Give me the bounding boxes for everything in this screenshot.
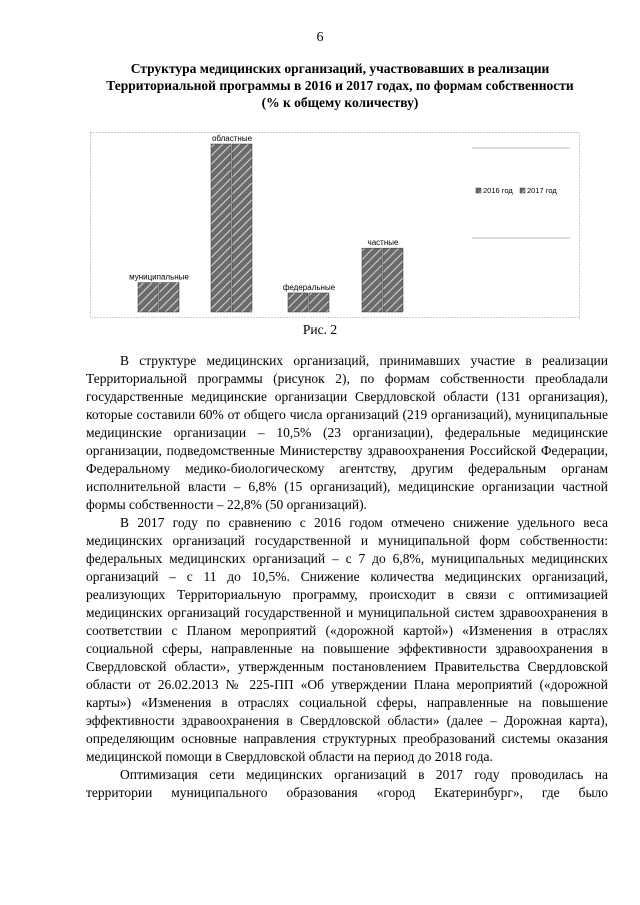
bar-частные-2016-год	[362, 248, 382, 312]
page-number: 6	[316, 30, 324, 45]
legend-label-2016-год: 2016 год	[483, 186, 513, 195]
category-label-областные: областные	[211, 134, 253, 143]
chart-title	[80, 60, 600, 111]
bar-chart	[90, 132, 580, 318]
paragraph-2: В 2017 году по сравнению с 2016 годом отмечено снижение удельного веса медицинских организаций государственной и муниципальной форм собственности: федеральных медицинских организаций – с 7 до 6,8%, муниципальных медицинских организаций – с 11 до 10,5%. Снижение количества медицинских организаций, реализующих Территориальную программу, происходит в связи с оптимизацией медицинских организаций государственной и муниципальной систем здравоохранения в соответствии с Планом мероприятий («дорожной картой») «Изменения в отраслях социальной сферы, направленные на повышение эффективности здравоохранения в Свердловской области», утвержденным постановлением Правительства Свердловской области от 26.02.2013 № 225-ПП «Об утверждении Плана мероприятий («дорожной карты») «Изменения в отраслях социальной сферы, направленные на повышение эффективности здравоохранения в Свердловской области» (далее – Дорожная карта), определяющим основные направления структурных преобразований системы оказания медицинской помощи в Свердловской области на период до 2018 года.	[86, 515, 608, 764]
bar-частные-2017-год	[383, 248, 403, 312]
legend-swatch-2016-год	[476, 188, 481, 193]
bar-муниципальные-2016-год	[138, 283, 158, 312]
body-text	[86, 352, 608, 802]
category-label-муниципальные: муниципальные	[129, 272, 189, 282]
legend-swatch-2017-год	[520, 188, 525, 193]
bar-федеральные-2017-год	[309, 293, 329, 312]
paragraph-3: Оптимизация сети медицинских организаций в 2017 году проводилась на территории муниципального образования «город Екатеринбург», где было	[86, 767, 608, 800]
bar-муниципальные-2017-год	[159, 283, 179, 312]
category-label-частные: частные	[367, 238, 399, 248]
bar-областные-2017-год	[232, 144, 252, 312]
legend-label-2017-год: 2017 год	[527, 186, 557, 195]
figure-caption: Рис. 2	[302, 322, 338, 337]
chart-title-line-2: Территориальной программы в 2016 и 2017 годах, по формам собственности	[106, 78, 574, 93]
chart-title-line-3: (% к общему количеству)	[261, 95, 419, 110]
bar-федеральные-2016-год	[288, 293, 308, 312]
chart-title-line-1: Структура медицинских организаций, участвовавших в реализации	[130, 61, 550, 76]
bar-областные-2016-год	[211, 144, 231, 312]
category-label-федеральные: федеральные	[282, 282, 336, 292]
paragraph-1: В структуре медицинских организаций, принимавших участие в реализации Территориальной программы (рисунок 2), по формам собственности преобладали государственные медицинские организации Свердловской области (131 организация), которые составили 60% от общего числа организаций (219 организаций), муниципальные медицинские организации – 10,5% (23 организации), федеральные медицинские организации, подведомственные Министерству здравоохранения Российской Федерации, Федеральному медико-биологическому агентству, другим федеральным органам исполнительной власти – 6,8% (15 организаций), медицинские организации частной формы собственности – 22,8% (50 организаций).	[86, 353, 608, 512]
